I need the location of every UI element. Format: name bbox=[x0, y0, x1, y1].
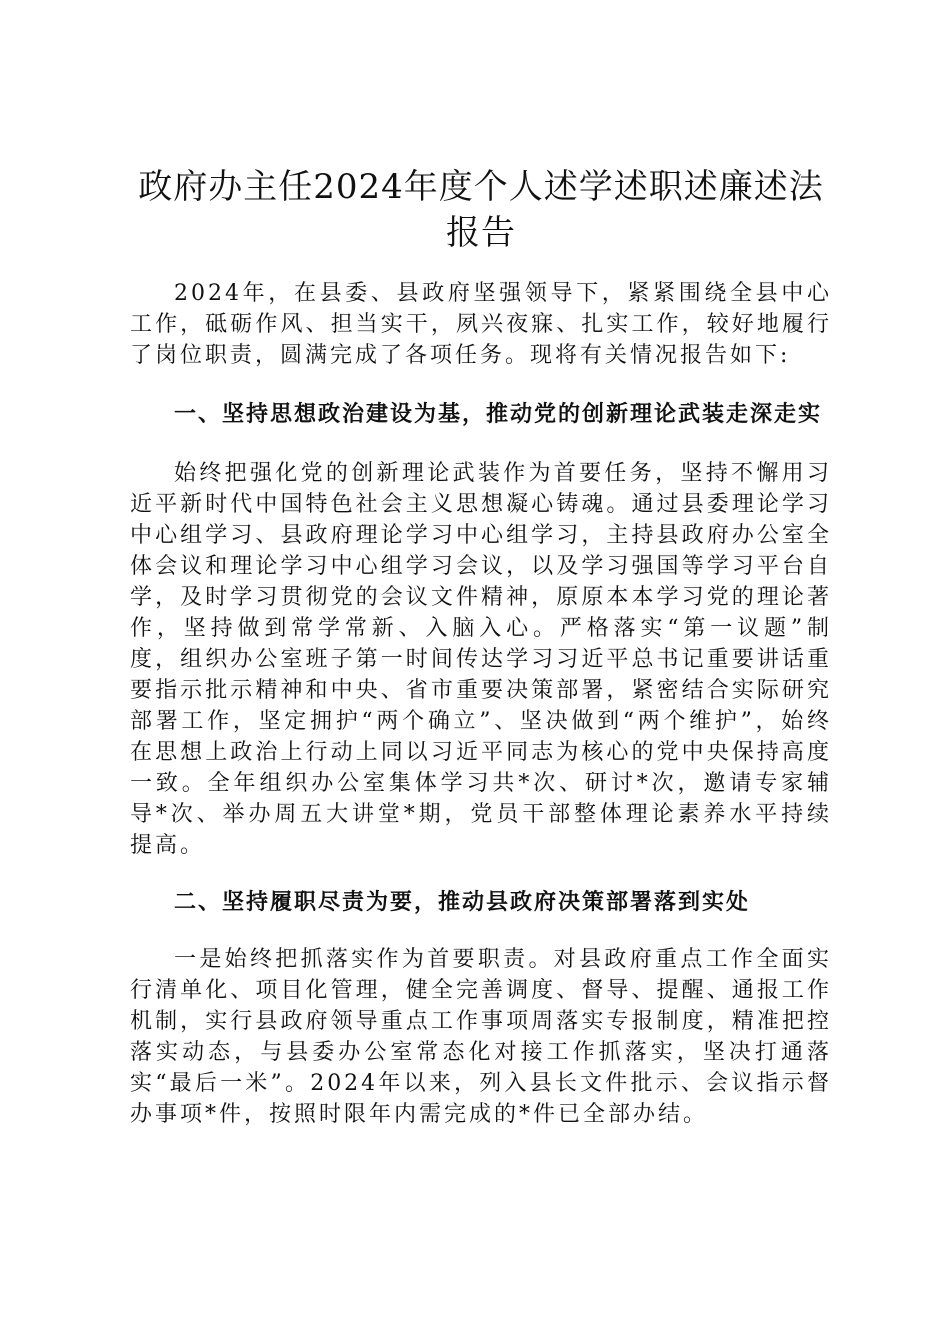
title-line-2: 报告 bbox=[446, 213, 516, 253]
section-1-heading: 一、坚持思想政治建设为基，推动党的创新理论武装走深走实 bbox=[174, 401, 823, 427]
document-title bbox=[130, 164, 832, 256]
intro-paragraph: 2024年，在县委、县政府坚强领导下，紧紧围绕全县中心工作，砥砺作风、担当实干，夙兴夜寐、扎实工作，较好地履行了岗位职责，圆满完成了各项任务。现将有关情况报告如下: bbox=[130, 281, 832, 368]
section-1-paragraph: 始终把强化党的创新理论武装作为首要任务，坚持不懈用习近平新时代中国特色社会主义思想凝心铸魂。通过县委理论学习中心组学习、县政府理论学习中心组学习，主持县政府办公室全体会议和理论学习中心组学习会议，以及学习强国等学习平台自学，及时学习贯彻党的会议文件精神，原原本本学习党的理论著作，坚持做到常学常新、入脑入心。严格落实“第一议题”制度，组织办公室班子第一时间传达学习习近平总书记重要讲话重要指示批示精神和中央、省市重要决策部署，紧密结合实际研究部署工作，坚定拥护“两个确立”、坚决做到“两个维护”，始终在思想上政治上行动上同以习近平同志为核心的党中央保持高度一致。全年组织办公室集体学习共*次、研讨*次，邀请专家辅导*次、举办周五大讲堂*期，党员干部整体理论素养水平持续提高。 bbox=[130, 461, 832, 858]
section-2-heading: 二、坚持履职尽责为要，推动县政府决策部署落到实处 bbox=[174, 889, 751, 915]
section-2-paragraph: 一是始终把抓落实作为首要职责。对县政府重点工作全面实行清单化、项目化管理，健全完善调度、督导、提醒、通报工作机制，实行县政府领导重点工作事项周落实专报制度，精准把控落实动态，与县委办公室常态化对接工作抓落实，坚决打通落实“最后一米”。2024年以来，列入县长文件批示、会议指示督办事项*件，按照时限年内需完成的*件已全部办结。 bbox=[130, 947, 832, 1127]
title-line-1: 政府办主任2024年度个人述学述职述廉述法 bbox=[138, 167, 824, 207]
